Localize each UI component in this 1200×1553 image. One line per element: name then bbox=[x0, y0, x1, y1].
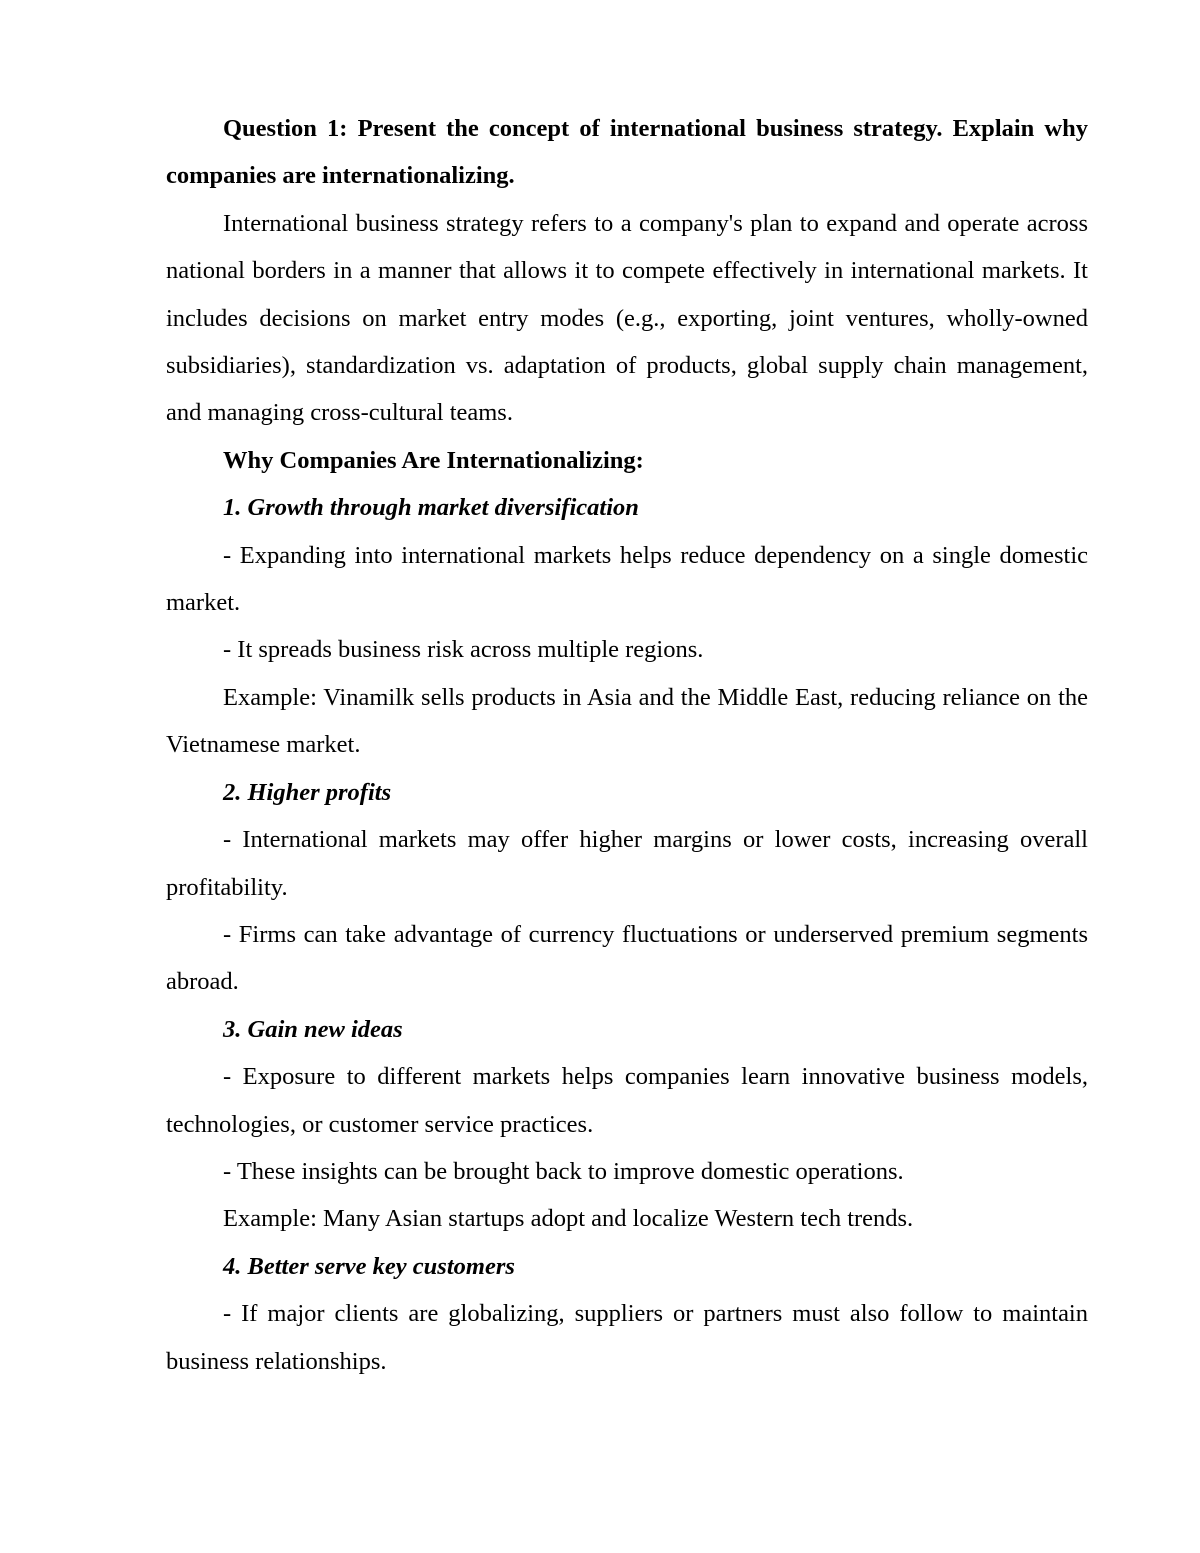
reason-heading: 1. Growth through market diversification bbox=[223, 494, 639, 522]
reason-paragraph: - Firms can take advantage of currency fluctuations or underserved premium segments abroad. bbox=[166, 920, 1088, 996]
reason-example: Example: Many Asian startups adopt and localize Western tech trends. bbox=[223, 1205, 914, 1233]
reason-paragraph: - It spreads business risk across multiple regions. bbox=[223, 636, 704, 664]
reason-paragraph: - International markets may offer higher margins or lower costs, increasing overall profitability. bbox=[166, 826, 1088, 901]
reason-paragraph: - Expanding into international markets helps reduce dependency on a single domestic market. bbox=[166, 541, 1088, 617]
section-heading: Why Companies Are Internationalizing: bbox=[223, 446, 644, 474]
reason-paragraph: - Exposure to different markets helps companies learn innovative business models, technologies, or customer service practices. bbox=[166, 1063, 1088, 1138]
reason-heading: 3. Gain new ideas bbox=[223, 1015, 403, 1043]
reason-paragraph: - These insights can be brought back to improve domestic operations. bbox=[223, 1157, 904, 1185]
document-body bbox=[166, 105, 1088, 1385]
reason-paragraph: - If major clients are globalizing, suppliers or partners must also follow to maintain business relationships. bbox=[166, 1300, 1088, 1375]
reason-heading: 4. Better serve key customers bbox=[223, 1252, 515, 1280]
reason-heading: 2. Higher profits bbox=[223, 778, 392, 806]
question-title: Question 1: Present the concept of international business strategy. Explain why companies are internationalizing. bbox=[166, 115, 1088, 190]
intro-paragraph: International business strategy refers to a company's plan to expand and operate across national borders in a manner that allows it to compete effectively in international markets. It includes decisions on market entry modes (e.g., exporting, joint ventures, wholly-owned subsidiaries), standardization vs. adaptation of products, global supply chain management, and managing cross-cultural teams. bbox=[166, 209, 1088, 427]
reason-example: Example: Vinamilk sells products in Asia and the Middle East, reducing reliance on the Vietnamese market. bbox=[166, 683, 1088, 759]
